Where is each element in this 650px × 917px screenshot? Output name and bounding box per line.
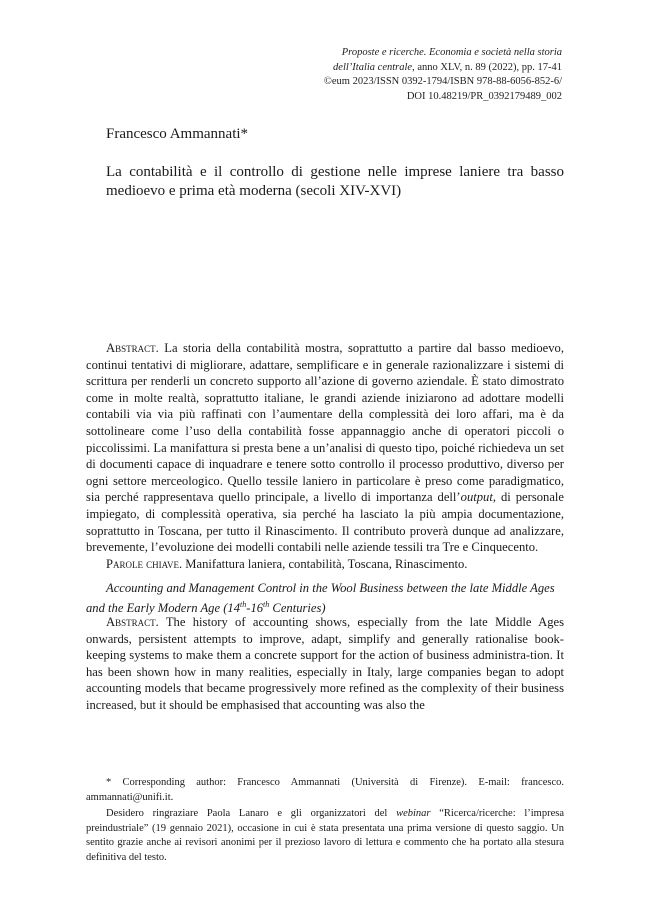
keywords-text: . Manifattura laniera, contabilità, Toscana, Rinascimento. [179, 557, 468, 571]
journal-volume-line [324, 61, 562, 76]
journal-volume: , anno XLV, n. 89 (2022), pp. 17-41 [412, 61, 562, 73]
abstract-text-continued: , di personale impiegato, di complessità operativa, sia perché ha lasciato la più ampia documentazione, soprattutto in Toscana, per tutto il Rinascimento. Il contributo proverà dunque ad analizzare, brevemente, l’evoluzione dei modelli contabili nelle aziende tessili tra Tre e Cinquecento. [86, 490, 565, 555]
footnote-author: * Corresponding author: Francesco Ammannati (Università di Firenze). E-mail: francesco. ammannati@unifi.it. [86, 777, 564, 803]
abstract-label: Abstract [106, 341, 156, 355]
abstract-en-text: . The history of accounting shows, especially from the late Middle Ages onwards, persistent attempts to improve, adapt, simplify and generally rationalise book-keeping systems to make them a concrete support for the action of business administra-tion. It has been shown how in many realities, especially in Italy, large companies began to adopt accounting models that became progressively more refined as the complexity of their business increased, but it should be emphasised that accounting was also the [86, 615, 564, 712]
footnote-ack-start: Desidero ringraziare Paola Lanaro e gli organizzatori del [106, 808, 397, 820]
footnotes [86, 776, 564, 868]
author-name: Francesco Ammannati* [106, 126, 249, 142]
abstract-output-word: output [460, 490, 493, 505]
english-title [86, 580, 564, 616]
journal-subtitle: dell’Italia centrale [333, 61, 413, 73]
keywords [86, 556, 564, 573]
abstract-text: . La storia della contabilità mostra, soprattutto a partire dal basso medioevo, continui tentativi di migliorare, adattare, semplificare e in generale razionalizzare i sistemi di scrittura per renderli un concreto supporto all’azione di governo aziendale. È stato dimostrato come in molte realtà, soprattutto italiane, le grandi aziende iniziarono ad adottare modelli contabili via via più raffinati con l’aumentare della complessità dei loro affari, ma è da sottolineare come l’uso della contabilità fosse appannaggio anche di operatori piccoli o piccolissimi. La manifattura si presta bene a un’analisi di questo tipo, poiché richiedeva un set di documenti capace di inquadrare e tenere sotto controllo il processo produttivo, diverso per ogni settore merceologico. Quello tessile laniero in particolare è preso come paradigmatico, sia perché rappresentava quello principale, a livello di importanza dell’ [86, 341, 564, 505]
abstract-italian [86, 340, 564, 556]
footnote-acknowledgements [86, 807, 564, 865]
english-title-sup2: th [263, 599, 270, 609]
journal-issn-line: ©eum 2023/ISSN 0392-1794/ISBN 978-88-6056-852-6/ [323, 76, 562, 87]
abstract-english [86, 614, 564, 714]
journal-citation [324, 46, 562, 104]
english-title-mid: -16 [246, 600, 264, 615]
english-title-start: Accounting and Management Control in the Wool Business between the late Middle Ages and the Early Modern Age (14 [86, 581, 555, 615]
keywords-label: Parole chiave [106, 557, 179, 571]
english-title-sup1: th [240, 599, 247, 609]
journal-doi-line: DOI 10.48219/PR_0392179489_002 [406, 90, 562, 102]
english-title-end: Centuries) [269, 600, 326, 615]
footnote-ack-end: “Ricerca/ricerche: l’impresa preindustriale” (19 gennaio 2021), occasione in cui è stata presentata una prima versione di questo saggio. Un sentito grazie anche ai revisori anonimi per il prezioso lavoro di lettura e commento che ha portato alla stesura definitiva del testo. [86, 808, 564, 863]
abstract-en-label: Abstract [106, 615, 156, 629]
footnote-webinar: webinar [396, 808, 431, 820]
journal-title-line: Proposte e ricerche. Economia e società nella storia [341, 47, 562, 58]
article-title: La contabilità e il controllo di gestione nelle imprese laniere tra basso medioevo e prima età moderna (secoli XIV-XVI) [106, 164, 564, 199]
